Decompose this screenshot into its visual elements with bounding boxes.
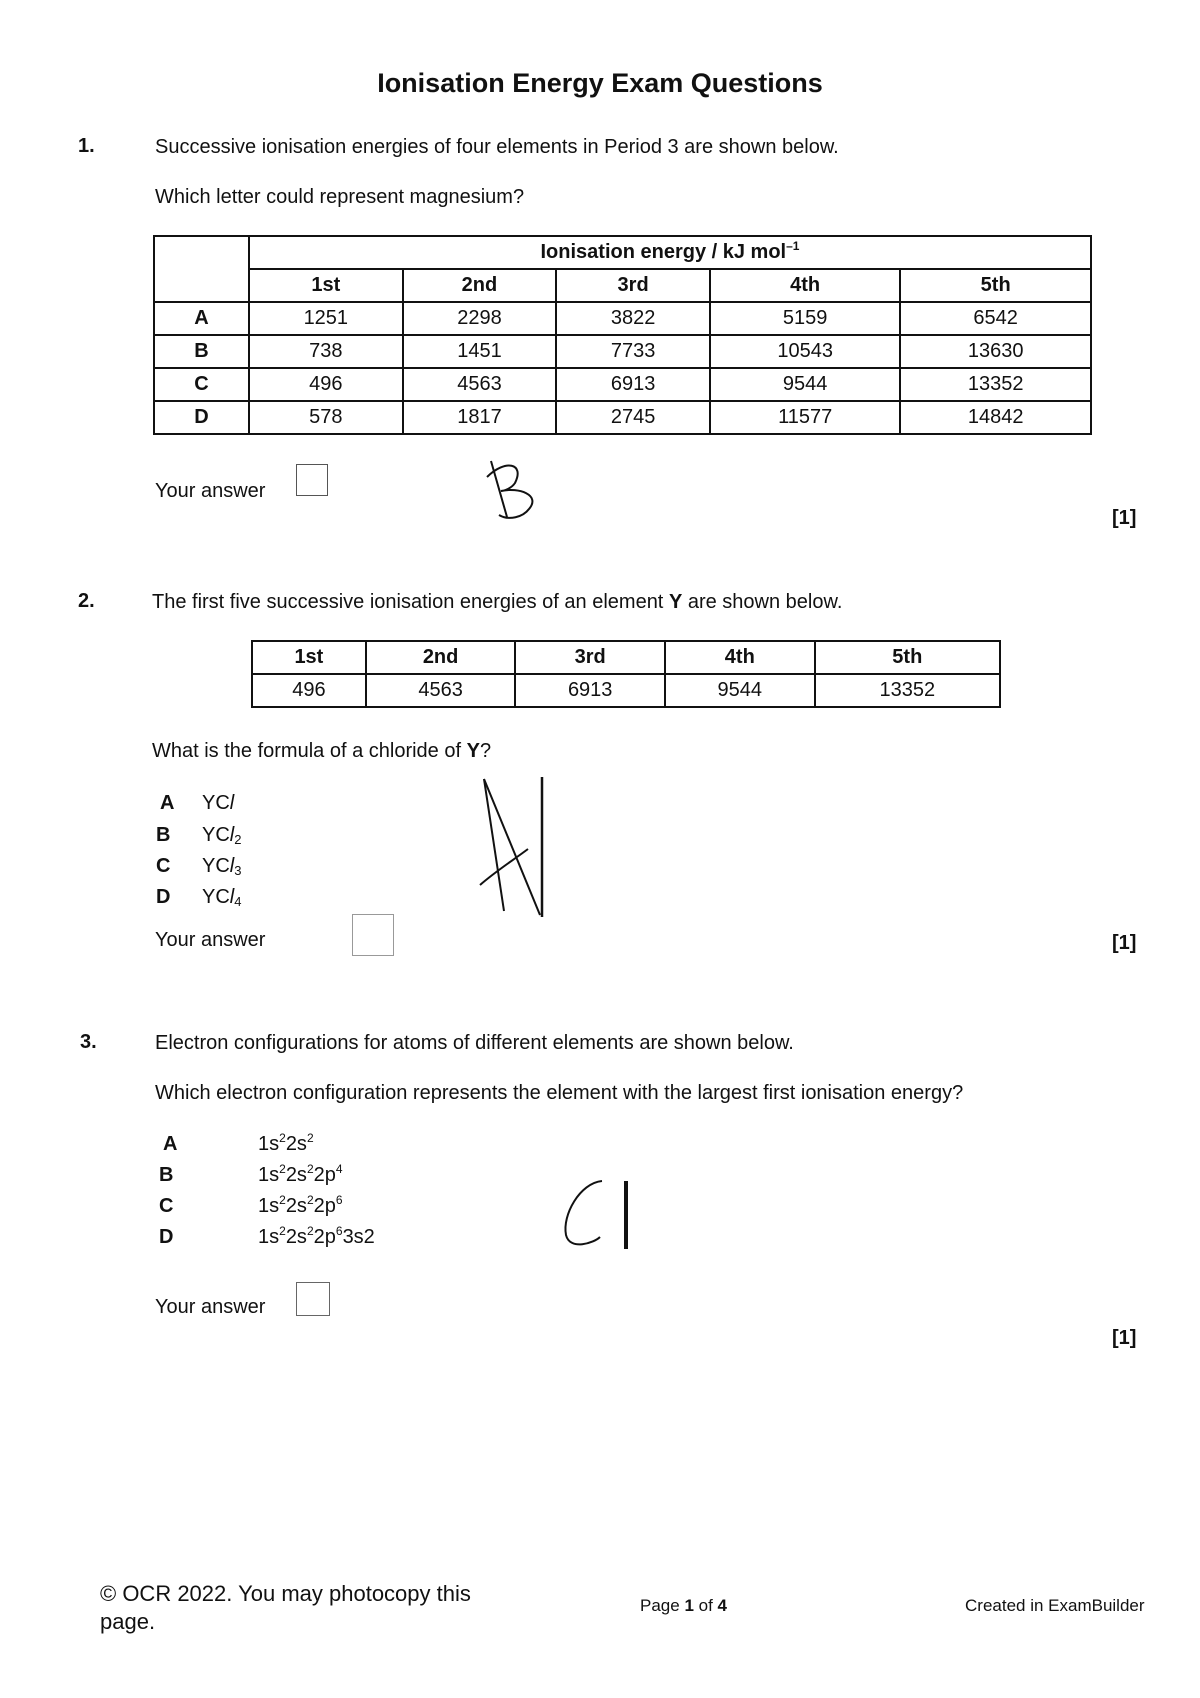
page-title: Ionisation Energy Exam Questions xyxy=(377,68,823,98)
table-cell: 3822 xyxy=(556,302,710,335)
row-label: D xyxy=(154,401,249,434)
table-cell: 13352 xyxy=(815,674,1000,707)
question-2-answer-box[interactable] xyxy=(352,914,394,956)
row-label: A xyxy=(154,302,249,335)
table-cell: 2298 xyxy=(403,302,557,335)
column-header: 1st xyxy=(249,269,403,302)
question-3-prompt: Which electron configuration represents the element with the largest first ionisation energy? xyxy=(155,1082,964,1104)
table-cell: 11577 xyxy=(710,401,900,434)
column-header: 3rd xyxy=(556,269,710,302)
question-2-intro: The first five successive ionisation energies of an element Y are shown below. xyxy=(152,591,843,613)
question-2-option-d: D YCl$_4$ xyxy=(156,886,242,909)
table-cell: 738 xyxy=(249,335,403,368)
question-2-option-b: B YCl$_2$ xyxy=(156,824,242,847)
question-3-option-c-letter: C xyxy=(159,1195,174,1217)
table-cell: 7733 xyxy=(556,335,710,368)
question-1-prompt: Which letter could represent magnesium? xyxy=(155,186,525,208)
footer-copyright: © OCR 2022. You may photocopy this page. xyxy=(100,1581,471,1634)
handwritten-answer-a-icon xyxy=(478,775,558,925)
column-header: 2nd xyxy=(403,269,557,302)
question-1-table xyxy=(153,235,1092,435)
column-header: 3rd xyxy=(515,641,665,674)
table-cell: 496 xyxy=(249,368,403,401)
question-2-option-a: A YCl xyxy=(160,792,235,814)
question-3-option-a-config: $1s^22s^2$ xyxy=(258,1131,314,1155)
table-corner-cell xyxy=(154,236,249,302)
question-3-option-a-letter: A xyxy=(163,1133,178,1155)
question-1-number: 1. xyxy=(78,135,95,157)
question-3-option-b-config: $1s^22s^22p^4$ xyxy=(258,1162,343,1186)
question-3-answer-label: Your answer xyxy=(155,1296,266,1318)
footer-created: Created in ExamBuilder xyxy=(965,1596,1145,1615)
handwritten-answer-c-icon xyxy=(560,1175,640,1255)
table-row xyxy=(154,335,1091,368)
table-cell: 9544 xyxy=(665,674,815,707)
question-2-answer-label: Your answer xyxy=(155,929,266,951)
table-cell: 496 xyxy=(252,674,366,707)
table-row xyxy=(154,302,1091,335)
table-row xyxy=(252,674,1000,707)
question-1-intro: Successive ionisation energies of four elements in Period 3 are shown below. xyxy=(155,136,839,158)
column-header: 4th xyxy=(710,269,900,302)
table-cell: 1251 xyxy=(249,302,403,335)
question-2-number: 2. xyxy=(78,590,95,612)
column-header: 5th xyxy=(815,641,1000,674)
table-cell: 9544 xyxy=(710,368,900,401)
question-3-option-d-config: $1s^22s^22p^63s2$ xyxy=(258,1224,375,1248)
table-cell: 10543 xyxy=(710,335,900,368)
handwritten-answer-b-icon xyxy=(485,455,555,525)
table-cell: 6913 xyxy=(515,674,665,707)
table-cell: 2745 xyxy=(556,401,710,434)
question-3-option-d-letter: D xyxy=(159,1226,174,1248)
footer-page-number: Page 1 of 4 xyxy=(640,1596,727,1615)
question-3-marks: [1] xyxy=(1112,1327,1137,1349)
question-3-option-b-letter: B xyxy=(159,1164,174,1186)
question-1-answer-box[interactable] xyxy=(296,464,328,496)
question-3-intro: Electron configurations for atoms of different elements are shown below. xyxy=(155,1032,794,1054)
table-cell: 6913 xyxy=(556,368,710,401)
table-cell: 13630 xyxy=(900,335,1091,368)
table-cell: 13352 xyxy=(900,368,1091,401)
column-header: 5th xyxy=(900,269,1091,302)
question-3-answer-box[interactable] xyxy=(296,1282,330,1316)
table-cell: 1817 xyxy=(403,401,557,434)
question-1-answer-label: Your answer xyxy=(155,480,266,502)
question-3-option-c-config: $1s^22s^22p^6$ xyxy=(258,1193,343,1217)
row-label: B xyxy=(154,335,249,368)
table-cell: 578 xyxy=(249,401,403,434)
table-row xyxy=(154,401,1091,434)
column-header: 2nd xyxy=(366,641,516,674)
question-3-number: 3. xyxy=(80,1031,97,1053)
question-2-option-c: C YCl$_3$ xyxy=(156,855,242,878)
question-2-prompt: What is the formula of a chloride of Y? xyxy=(152,740,492,762)
column-header: 1st xyxy=(252,641,366,674)
table-cell: 4563 xyxy=(366,674,516,707)
question-2-table xyxy=(251,640,1001,708)
table-cell: 4563 xyxy=(403,368,557,401)
column-header: 4th xyxy=(665,641,815,674)
question-2-marks: [1] xyxy=(1112,932,1137,954)
table-group-header: Ionisation energy / kJ mol$^{-1}$ xyxy=(249,236,1091,269)
table-row xyxy=(154,368,1091,401)
table-cell: 14842 xyxy=(900,401,1091,434)
table-cell: 5159 xyxy=(710,302,900,335)
table-cell: 1451 xyxy=(403,335,557,368)
table-cell: 6542 xyxy=(900,302,1091,335)
question-1-marks: [1] xyxy=(1112,507,1137,529)
row-label: C xyxy=(154,368,249,401)
